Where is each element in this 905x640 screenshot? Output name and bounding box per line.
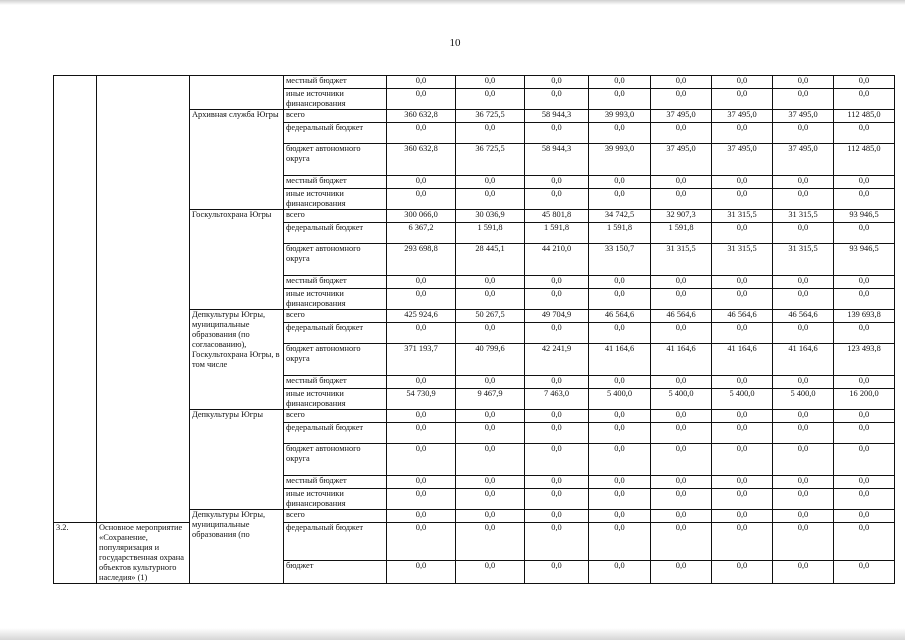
- amount-cell: 112 485,0: [834, 144, 895, 176]
- amount-cell: 45 801,8: [525, 210, 589, 223]
- amount-cell: 425 924,6: [387, 310, 456, 323]
- amount-cell: 32 907,3: [651, 210, 712, 223]
- funding-source-cell: бюджет автономного округа: [284, 244, 387, 276]
- amount-cell: 37 495,0: [651, 110, 712, 123]
- amount-cell: 0,0: [456, 410, 525, 423]
- amount-cell: 0,0: [525, 410, 589, 423]
- amount-cell: 0,0: [525, 123, 589, 144]
- amount-cell: 0,0: [387, 76, 456, 89]
- amount-cell: 0,0: [834, 489, 895, 510]
- amount-cell: 0,0: [456, 323, 525, 344]
- funding-source-cell: местный бюджет: [284, 176, 387, 189]
- amount-cell: 0,0: [834, 510, 895, 523]
- amount-cell: 0,0: [456, 289, 525, 310]
- amount-cell: 58 944,3: [525, 110, 589, 123]
- amount-cell: 0,0: [387, 489, 456, 510]
- amount-cell: 0,0: [589, 560, 651, 583]
- amount-cell: 123 493,8: [834, 344, 895, 376]
- amount-cell: 0,0: [834, 89, 895, 110]
- amount-cell: 0,0: [456, 489, 525, 510]
- amount-cell: 5 400,0: [589, 389, 651, 410]
- amount-cell: 0,0: [525, 476, 589, 489]
- amount-cell: 0,0: [834, 123, 895, 144]
- amount-cell: 31 315,5: [651, 244, 712, 276]
- amount-cell: 0,0: [712, 89, 773, 110]
- amount-cell: 0,0: [589, 189, 651, 210]
- amount-cell: 0,0: [589, 510, 651, 523]
- amount-cell: 0,0: [651, 523, 712, 561]
- amount-cell: 0,0: [773, 376, 834, 389]
- executor-cell: Депкультуры Югры, муниципальные образования (по согласованию), Госкультохрана Югры, в том числе: [190, 310, 284, 410]
- item-number-cell: [54, 76, 97, 523]
- amount-cell: 36 725,5: [456, 110, 525, 123]
- amount-cell: 0,0: [651, 289, 712, 310]
- amount-cell: 1 591,8: [651, 223, 712, 244]
- amount-cell: 0,0: [834, 323, 895, 344]
- amount-cell: 0,0: [651, 89, 712, 110]
- amount-cell: 0,0: [387, 189, 456, 210]
- amount-cell: 0,0: [834, 523, 895, 561]
- amount-cell: 0,0: [651, 276, 712, 289]
- amount-cell: 360 632,8: [387, 144, 456, 176]
- amount-cell: 0,0: [651, 189, 712, 210]
- item-number-cell: 3.2.: [54, 523, 97, 584]
- amount-cell: 0,0: [456, 560, 525, 583]
- amount-cell: 0,0: [773, 323, 834, 344]
- amount-cell: 0,0: [712, 560, 773, 583]
- amount-cell: 16 200,0: [834, 389, 895, 410]
- amount-cell: 0,0: [387, 89, 456, 110]
- amount-cell: 0,0: [773, 276, 834, 289]
- amount-cell: 0,0: [387, 123, 456, 144]
- amount-cell: 0,0: [525, 560, 589, 583]
- amount-cell: 93 946,5: [834, 244, 895, 276]
- amount-cell: 0,0: [773, 189, 834, 210]
- executor-cell: Депкультуры Югры: [190, 410, 284, 510]
- funding-source-cell: местный бюджет: [284, 76, 387, 89]
- amount-cell: 50 267,5: [456, 310, 525, 323]
- amount-cell: 0,0: [525, 423, 589, 444]
- amount-cell: 0,0: [834, 76, 895, 89]
- amount-cell: 0,0: [387, 410, 456, 423]
- amount-cell: 36 725,5: [456, 144, 525, 176]
- amount-cell: 1 591,8: [456, 223, 525, 244]
- amount-cell: 0,0: [525, 289, 589, 310]
- page-number: 10: [449, 37, 461, 49]
- funding-source-cell: иные источники финансирования: [284, 189, 387, 210]
- amount-cell: 360 632,8: [387, 110, 456, 123]
- amount-cell: 41 164,6: [773, 344, 834, 376]
- amount-cell: 0,0: [773, 560, 834, 583]
- amount-cell: 0,0: [589, 323, 651, 344]
- amount-cell: 0,0: [589, 176, 651, 189]
- executor-cell: Архивная служба Югры: [190, 110, 284, 210]
- amount-cell: 0,0: [834, 276, 895, 289]
- amount-cell: 0,0: [773, 476, 834, 489]
- amount-cell: 0,0: [525, 189, 589, 210]
- amount-cell: 0,0: [525, 76, 589, 89]
- amount-cell: 41 164,6: [589, 344, 651, 376]
- amount-cell: 371 193,7: [387, 344, 456, 376]
- amount-cell: 0,0: [589, 276, 651, 289]
- amount-cell: 0,0: [712, 276, 773, 289]
- amount-cell: 0,0: [773, 423, 834, 444]
- table-row: [54, 76, 895, 89]
- amount-cell: 0,0: [834, 560, 895, 583]
- funding-source-cell: бюджет: [284, 560, 387, 583]
- amount-cell: 30 036,9: [456, 210, 525, 223]
- amount-cell: 0,0: [773, 489, 834, 510]
- amount-cell: 9 467,9: [456, 389, 525, 410]
- amount-cell: 46 564,6: [712, 310, 773, 323]
- amount-cell: 0,0: [589, 489, 651, 510]
- amount-cell: 37 495,0: [712, 110, 773, 123]
- amount-cell: 0,0: [456, 89, 525, 110]
- amount-cell: 0,0: [456, 476, 525, 489]
- amount-cell: 0,0: [387, 476, 456, 489]
- amount-cell: 93 946,5: [834, 210, 895, 223]
- funding-source-cell: федеральный бюджет: [284, 523, 387, 561]
- amount-cell: 0,0: [712, 423, 773, 444]
- funding-source-cell: федеральный бюджет: [284, 123, 387, 144]
- executor-cell: [190, 76, 284, 110]
- amount-cell: 58 944,3: [525, 144, 589, 176]
- funding-source-cell: всего: [284, 410, 387, 423]
- funding-source-cell: федеральный бюджет: [284, 223, 387, 244]
- amount-cell: 0,0: [712, 76, 773, 89]
- amount-cell: 0,0: [589, 89, 651, 110]
- amount-cell: 0,0: [525, 489, 589, 510]
- amount-cell: 31 315,5: [712, 244, 773, 276]
- amount-cell: 0,0: [712, 123, 773, 144]
- amount-cell: 0,0: [651, 510, 712, 523]
- amount-cell: 0,0: [712, 510, 773, 523]
- amount-cell: 31 315,5: [773, 210, 834, 223]
- amount-cell: 0,0: [651, 376, 712, 389]
- amount-cell: 31 315,5: [773, 244, 834, 276]
- amount-cell: 0,0: [456, 276, 525, 289]
- amount-cell: 0,0: [387, 444, 456, 476]
- amount-cell: 33 150,7: [589, 244, 651, 276]
- amount-cell: 37 495,0: [773, 110, 834, 123]
- measure-name-cell: Основное мероприятие «Сохранение, популяризация и государственная охрана объектов культурного наследия» (1): [97, 523, 190, 584]
- amount-cell: 39 993,0: [589, 144, 651, 176]
- amount-cell: 0,0: [773, 523, 834, 561]
- amount-cell: 0,0: [456, 189, 525, 210]
- amount-cell: 0,0: [834, 423, 895, 444]
- amount-cell: 0,0: [589, 376, 651, 389]
- amount-cell: 37 495,0: [773, 144, 834, 176]
- executor-cell: Депкультуры Югры, муниципальные образования (по: [190, 510, 284, 584]
- amount-cell: 0,0: [651, 123, 712, 144]
- funding-source-cell: иные источники финансирования: [284, 289, 387, 310]
- amount-cell: 0,0: [589, 444, 651, 476]
- funding-source-cell: бюджет автономного округа: [284, 144, 387, 176]
- amount-cell: 0,0: [773, 176, 834, 189]
- amount-cell: 41 164,6: [651, 344, 712, 376]
- amount-cell: 0,0: [387, 323, 456, 344]
- amount-cell: 0,0: [651, 323, 712, 344]
- amount-cell: 0,0: [712, 523, 773, 561]
- amount-cell: 0,0: [387, 176, 456, 189]
- amount-cell: 0,0: [834, 176, 895, 189]
- amount-cell: 0,0: [651, 423, 712, 444]
- amount-cell: 37 495,0: [651, 144, 712, 176]
- amount-cell: 0,0: [712, 444, 773, 476]
- amount-cell: 0,0: [651, 76, 712, 89]
- amount-cell: 0,0: [525, 444, 589, 476]
- funding-source-cell: местный бюджет: [284, 476, 387, 489]
- funding-source-cell: всего: [284, 510, 387, 523]
- amount-cell: 1 591,8: [525, 223, 589, 244]
- amount-cell: 0,0: [773, 510, 834, 523]
- scan-edge-bottom: [0, 628, 905, 640]
- amount-cell: 112 485,0: [834, 110, 895, 123]
- amount-cell: 44 210,0: [525, 244, 589, 276]
- funding-source-cell: всего: [284, 210, 387, 223]
- amount-cell: 31 315,5: [712, 210, 773, 223]
- funding-source-cell: иные источники финансирования: [284, 389, 387, 410]
- amount-cell: 46 564,6: [589, 310, 651, 323]
- amount-cell: 0,0: [525, 523, 589, 561]
- amount-cell: 0,0: [834, 476, 895, 489]
- amount-cell: 0,0: [456, 444, 525, 476]
- amount-cell: 37 495,0: [712, 144, 773, 176]
- amount-cell: 0,0: [712, 223, 773, 244]
- amount-cell: 0,0: [651, 410, 712, 423]
- amount-cell: 0,0: [773, 223, 834, 244]
- amount-cell: 293 698,8: [387, 244, 456, 276]
- funding-source-cell: федеральный бюджет: [284, 323, 387, 344]
- amount-cell: 54 730,9: [387, 389, 456, 410]
- amount-cell: 0,0: [387, 289, 456, 310]
- amount-cell: 7 463,0: [525, 389, 589, 410]
- amount-cell: 0,0: [525, 89, 589, 110]
- amount-cell: 0,0: [589, 476, 651, 489]
- amount-cell: 0,0: [589, 76, 651, 89]
- amount-cell: 0,0: [712, 176, 773, 189]
- amount-cell: 139 693,8: [834, 310, 895, 323]
- amount-cell: 0,0: [712, 376, 773, 389]
- funding-source-cell: федеральный бюджет: [284, 423, 387, 444]
- amount-cell: 0,0: [387, 523, 456, 561]
- amount-cell: 0,0: [712, 489, 773, 510]
- amount-cell: 0,0: [712, 410, 773, 423]
- amount-cell: 0,0: [712, 323, 773, 344]
- amount-cell: 0,0: [651, 489, 712, 510]
- amount-cell: 0,0: [834, 444, 895, 476]
- financing-table: [53, 75, 895, 584]
- amount-cell: 0,0: [589, 523, 651, 561]
- amount-cell: 46 564,6: [651, 310, 712, 323]
- amount-cell: 0,0: [834, 189, 895, 210]
- amount-cell: 5 400,0: [651, 389, 712, 410]
- funding-source-cell: местный бюджет: [284, 376, 387, 389]
- amount-cell: 0,0: [834, 410, 895, 423]
- amount-cell: 0,0: [525, 176, 589, 189]
- amount-cell: 0,0: [387, 510, 456, 523]
- scan-edge-top: [0, 0, 905, 5]
- funding-source-cell: местный бюджет: [284, 276, 387, 289]
- amount-cell: 0,0: [525, 510, 589, 523]
- amount-cell: 0,0: [456, 176, 525, 189]
- amount-cell: 41 164,6: [712, 344, 773, 376]
- amount-cell: 0,0: [589, 423, 651, 444]
- amount-cell: 0,0: [773, 76, 834, 89]
- amount-cell: 49 704,9: [525, 310, 589, 323]
- amount-cell: 0,0: [651, 176, 712, 189]
- amount-cell: 34 742,5: [589, 210, 651, 223]
- funding-source-cell: всего: [284, 110, 387, 123]
- measure-name-cell: [97, 76, 190, 523]
- amount-cell: 0,0: [387, 376, 456, 389]
- amount-cell: 0,0: [712, 289, 773, 310]
- amount-cell: 0,0: [387, 560, 456, 583]
- amount-cell: 42 241,9: [525, 344, 589, 376]
- amount-cell: 0,0: [834, 289, 895, 310]
- amount-cell: 0,0: [456, 123, 525, 144]
- amount-cell: 0,0: [651, 476, 712, 489]
- amount-cell: 0,0: [773, 410, 834, 423]
- amount-cell: 0,0: [773, 444, 834, 476]
- amount-cell: 0,0: [456, 523, 525, 561]
- amount-cell: 0,0: [773, 289, 834, 310]
- amount-cell: 0,0: [773, 89, 834, 110]
- funding-source-cell: иные источники финансирования: [284, 89, 387, 110]
- amount-cell: 0,0: [456, 423, 525, 444]
- amount-cell: 0,0: [456, 76, 525, 89]
- amount-cell: 5 400,0: [712, 389, 773, 410]
- amount-cell: 0,0: [712, 476, 773, 489]
- amount-cell: 0,0: [834, 376, 895, 389]
- amount-cell: 5 400,0: [773, 389, 834, 410]
- funding-source-cell: бюджет автономного округа: [284, 444, 387, 476]
- amount-cell: 0,0: [589, 123, 651, 144]
- amount-cell: 0,0: [525, 376, 589, 389]
- amount-cell: 40 799,6: [456, 344, 525, 376]
- table-row: [54, 523, 895, 561]
- amount-cell: 1 591,8: [589, 223, 651, 244]
- amount-cell: 46 564,6: [773, 310, 834, 323]
- amount-cell: 0,0: [712, 189, 773, 210]
- amount-cell: 0,0: [834, 223, 895, 244]
- amount-cell: 0,0: [589, 410, 651, 423]
- amount-cell: 0,0: [651, 560, 712, 583]
- funding-source-cell: иные источники финансирования: [284, 489, 387, 510]
- amount-cell: 0,0: [456, 376, 525, 389]
- amount-cell: 0,0: [525, 276, 589, 289]
- amount-cell: 0,0: [525, 323, 589, 344]
- funding-source-cell: всего: [284, 310, 387, 323]
- amount-cell: 0,0: [387, 276, 456, 289]
- amount-cell: 28 445,1: [456, 244, 525, 276]
- amount-cell: 0,0: [589, 289, 651, 310]
- amount-cell: 300 066,0: [387, 210, 456, 223]
- executor-cell: Госкультохрана Югры: [190, 210, 284, 310]
- amount-cell: 0,0: [456, 510, 525, 523]
- amount-cell: 6 367,2: [387, 223, 456, 244]
- amount-cell: 0,0: [387, 423, 456, 444]
- funding-source-cell: бюджет автономного округа: [284, 344, 387, 376]
- amount-cell: 0,0: [651, 444, 712, 476]
- amount-cell: 39 993,0: [589, 110, 651, 123]
- amount-cell: 0,0: [773, 123, 834, 144]
